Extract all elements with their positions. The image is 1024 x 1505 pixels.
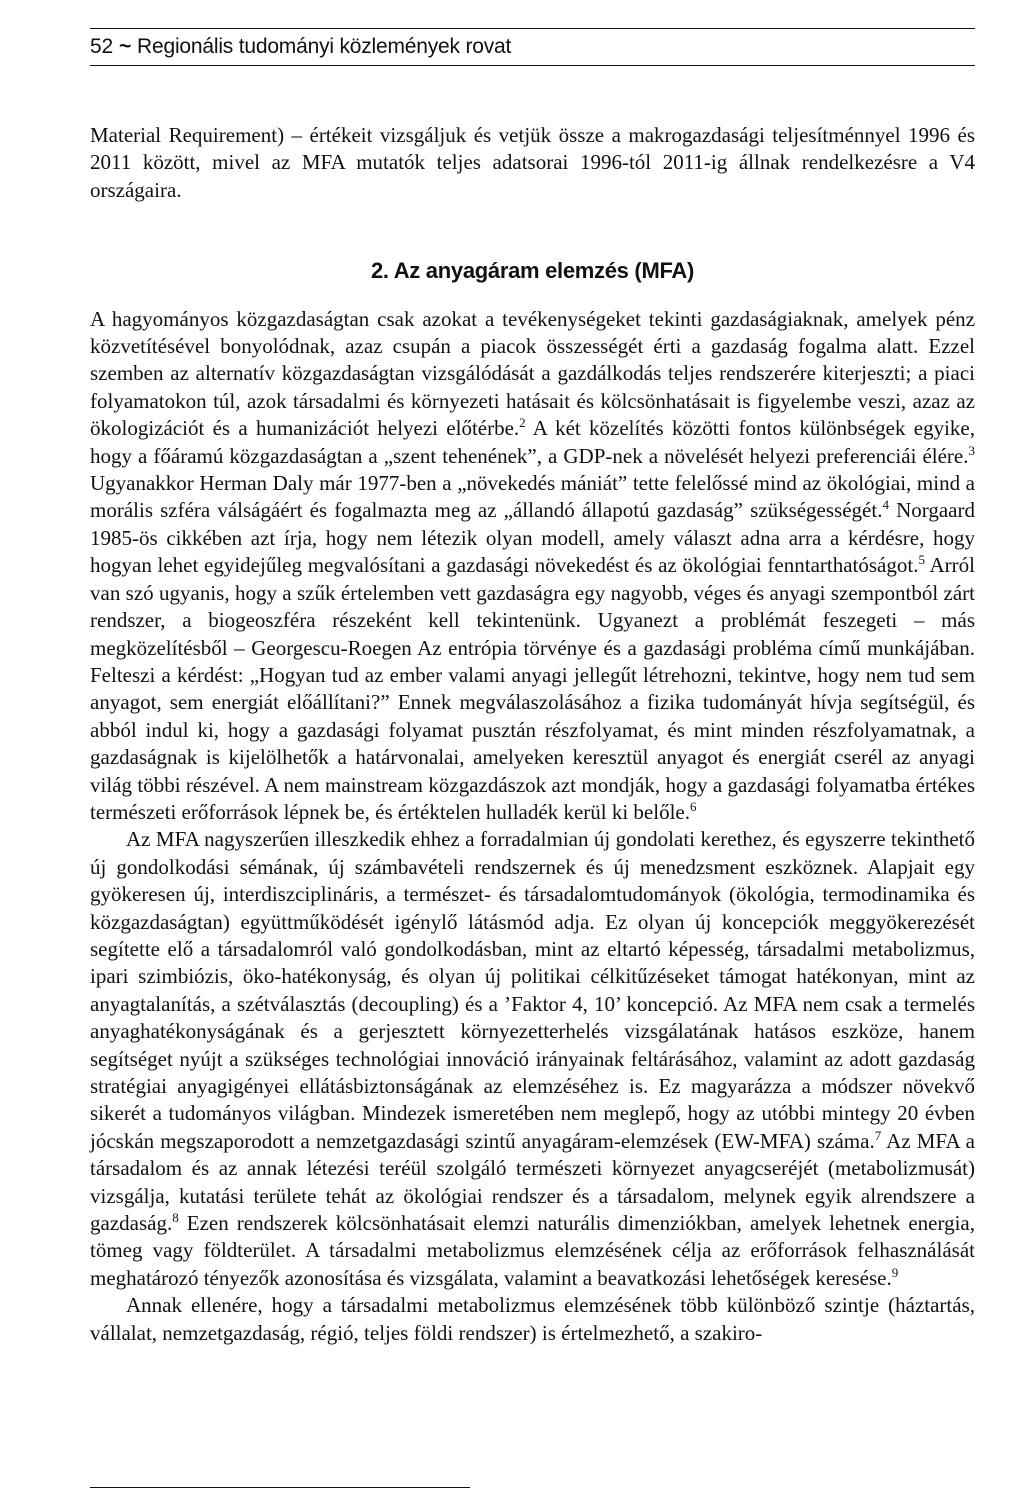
paragraph-2-text: Ezen rendszerek kölcsönhatásait elemzi naturális dimenziókban, amelyek lehetnek energia, tömeg vagy földterület. A társadalmi metabolizmus elemzésének célja az erőforrások felhasználását meghatározó tényezők azonosítása és vizsgálata, valamint a beavatkozási lehetőségek keresése. xyxy=(90,1211,975,1290)
footnote-ref[interactable]: 5 xyxy=(918,552,925,568)
footnote-ref[interactable]: 4 xyxy=(882,497,889,513)
running-head xyxy=(90,22,975,66)
paragraph-1-text: Norgaard 1985-ös cikkében azt írja, hogy nem létezik olyan modell, amely választ adna arra a kérdésre, hogy hogyan lehet egyidejűleg megvalósítani a gazdasági növekedést és az ökológiai fenntarthatóságot. xyxy=(90,498,975,578)
header-separator: ~ xyxy=(118,35,132,58)
paragraph-1 xyxy=(90,306,975,827)
footnote-ref[interactable]: 3 xyxy=(968,442,975,458)
page xyxy=(90,22,975,1492)
paragraph-3: Annak ellenére, hogy a társadalmi metabolizmus elemzésének több különböző szintje (háztartás, vállalat, nemzetgazdaság, régió, teljes földi rendszer) is értelmezhető, a szakiro- xyxy=(90,1293,975,1345)
paragraph-2-text: Az MFA nagyszerűen illeszkedik ehhez a forradalmian új gondolati kerethez, és egyszerre tekinthető új gondolkodási sémának, új számbavételi rendszernek és új menedzsment eszköznek. Alapjait egy gyökeresen új, interdiszciplináris, a természet- és társadalomtudományok (ökológia, termodinamika és közgazdaságtan) együttműködését igénylő látásmód adja. Ez olyan új koncepciók meggyökerezését segítette elő a társadalomról való gondolkodásban, mint az eltartó képesség, társadalmi metabolizmus, ipari szimbiózis, öko-hatékonyság, és olyan új politikai célkitűzéseket támogat hatékonyan, mint az anyagtalanítás, a szétválasztás (decoupling) és a ’Faktor 4, 10’ koncepció. Az MFA nem csak a termelés anyaghatékonyságának és a gerjesztett környezetterhelés vizsgálatának hatásos eszköze, hanem segítséget nyújt a szükséges technológiai innováció irányainak feltárásához, valamint az adott gazdaság stratégiai anyagigényei ellátásbiztonságának az elemzéséhez is. Ez magyarázza a módszer növekvő sikerét a tudományos világban. Mindezek ismeretében nem meglepő, hogy az utóbbi mintegy 20 évben jócskán megszaporodott a nemzetgazdasági szintű anyagáram-elemzések (EW-MFA) száma. xyxy=(90,827,975,1153)
footnote-ref[interactable]: 2 xyxy=(519,415,526,431)
section-heading: 2. Az anyagáram elemzés (MFA) xyxy=(370,258,695,284)
paragraph-1-text: Arról van szó ugyanis, hogy a szűk értelemben vett gazdaságra egy nagyobb, véges és anyagi szempontból zárt rendszer, a biogeoszféra részeként kell tekintenünk. Ugyanezt a problémát feszegeti – más megközelítésből – Georgescu-Roegen Az entrópia törvénye és a gazdasági probléma című munkájában. Felteszi a kérdést: „Hogyan tud az ember valami anyagi jellegűt létrehozni, tekintve, hogy nem tud sem anyagot, sem energiát előállítani?” Ennek megválaszolásához a fizika tudományát hívja segítségül, és abból indul ki, hogy a gazdasági folyamat pusztán részfolyamat, és mint minden részfolyamatnak, a gazdaságnak is kijelölhetők a határvonalai, amelyeken keresztül anyagot és energiát cserél az anyagi világ többi részével. A nem mainstream közgazdászok azt mondják, hogy a gazdasági folyamatba értékes természeti erőforrások lépnek be, és értéktelen hulladék kerül ki belőle. xyxy=(90,553,975,824)
footnote-ref[interactable]: 9 xyxy=(891,1264,899,1280)
paragraph-1-text: Ugyanakkor Herman Daly már 1977-ben a „növekedés mániát” tette felelőssé mind az ökológiai, mind a morális szféra válságáért és fogalmazta meg az „állandó állapotú gazdaság” szükségességét. xyxy=(90,471,975,523)
footnote-ref[interactable]: 6 xyxy=(690,798,697,814)
article-body xyxy=(90,122,975,1347)
lead-paragraph: Material Requirement) – értékeit vizsgáljuk és vetjük össze a makrogazdasági teljesítménnyel 1996 és 2011 között, mivel az MFA mutatók teljes adatsorai 1996-tól 2011-ig állnak rendelkezésre a V4 országaira. xyxy=(90,123,975,202)
footnote-ref[interactable]: 8 xyxy=(172,1210,179,1226)
running-head-text xyxy=(90,35,511,59)
footnote-separator-rule xyxy=(90,1487,470,1488)
page-number: 52 xyxy=(90,35,113,58)
paragraph-1-text: A hagyományos közgazdaságtan csak azokat a tevékenységeket tekinti gazdaságiaknak, amelyek pénz közvetítésével bonyolódnak, azaz csupán a piacok összességét érti a gazdaság fogalma alatt. Ezzel szemben az alternatív közgazdaságtan vizsgálódását a gazdálkodás teljes rendszerére kiterjeszti; a piaci folyamatokon túl, azok társadalmi és környezeti hatásait és kölcsönhatásait is figyelembe veszi, azaz az ökologizációt és a humanizációt helyezi előtérbe. xyxy=(90,306,975,441)
paragraph-1-text: A két közelítés közötti fontos különbségek egyike, hogy a főáramú közgazdaságtan a „szent tehenének”, a GDP-nek a növelését helyezi preferenciái élére. xyxy=(90,416,975,468)
paragraph-2-text: Az MFA a társadalom és az annak létezési teréül szolgáló természeti környezet anyagcseréjét (metabolizmusát) vizsgálja, kutatási területe tehát az ökológiai rendszer és a társadalom, melynek egyik alrendszere a gazdaság. xyxy=(90,1128,975,1236)
footnote-ref[interactable]: 7 xyxy=(874,1127,882,1143)
header-top-rule xyxy=(90,28,975,29)
journal-section-title: Regionális tudományi közlemények rovat xyxy=(137,35,512,58)
header-bottom-rule xyxy=(90,65,975,66)
paragraph-2 xyxy=(90,826,975,1292)
